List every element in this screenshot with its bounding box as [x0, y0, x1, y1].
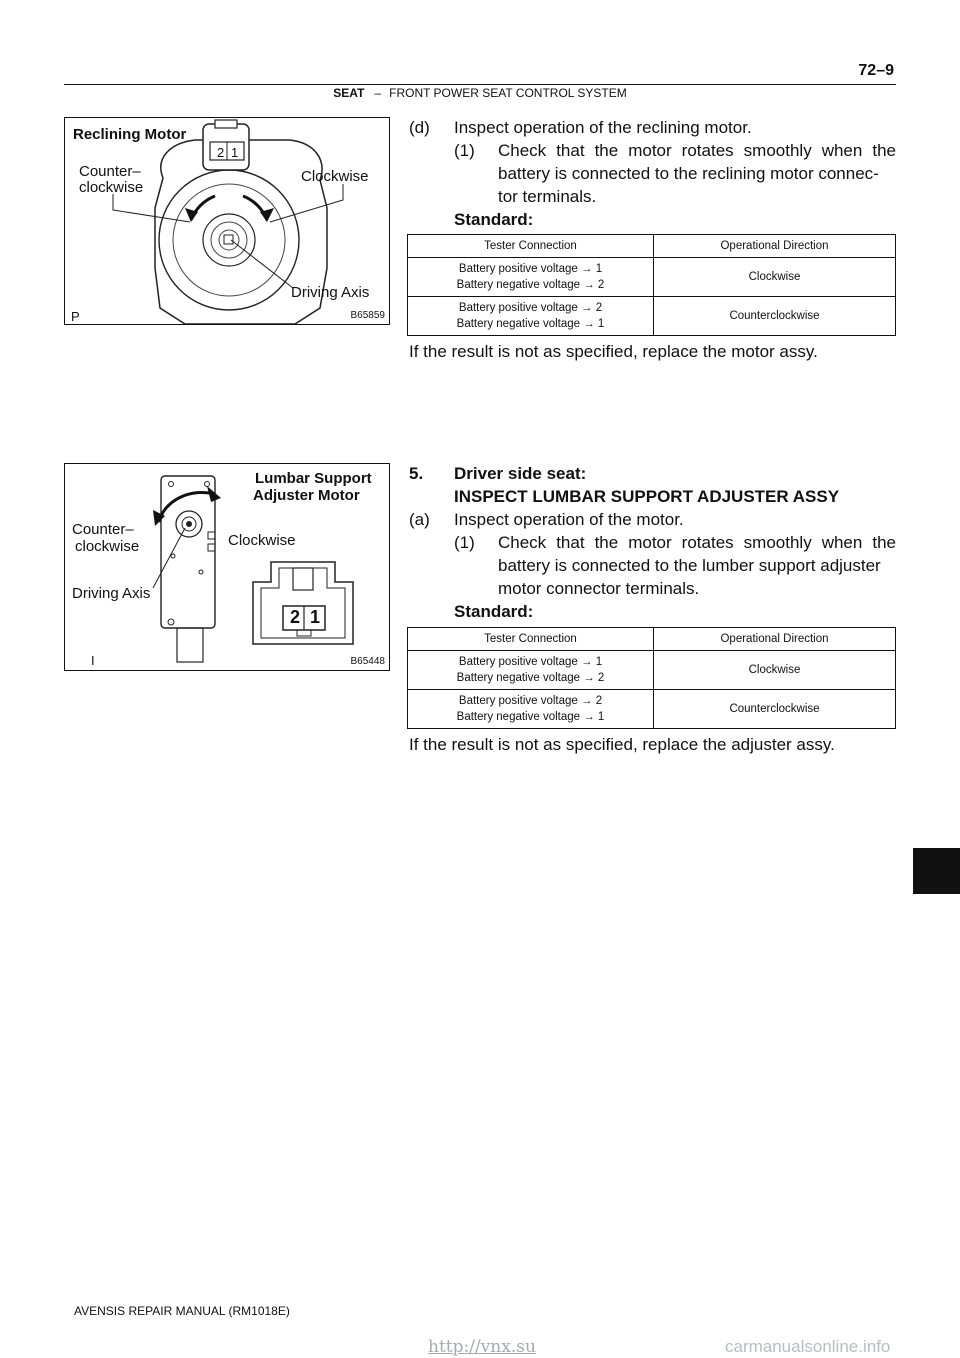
section-name: SEAT — [333, 86, 365, 100]
step-5-marker: 5. — [409, 464, 424, 483]
tester-connection-cell — [408, 258, 654, 297]
label-counter: Counter– — [72, 521, 134, 538]
figure-corner-mark: P — [71, 309, 80, 324]
watermark-site: carmanualsonline.info — [725, 1337, 891, 1356]
step-5-standard: Standard: — [454, 602, 534, 621]
section-dash: – — [374, 86, 382, 100]
step-d-sub-marker: (1) — [454, 141, 475, 160]
step-d-result: If the result is not as specified, replace the motor assy. — [409, 342, 818, 361]
header-operational-direction: Operational Direction — [654, 628, 896, 651]
reclining-motor-figure — [64, 117, 390, 325]
header-tester-connection: Tester Connection — [408, 628, 654, 651]
step-5a-sub-line3: motor connector terminals. — [498, 579, 700, 598]
label-clockwise-ccw: clockwise — [79, 179, 144, 196]
step-5a-sub-line1: Check that the motor rotates smoothly when the — [498, 533, 896, 552]
direction-cell: Counterclockwise — [654, 297, 896, 336]
tester-connection-cell — [408, 297, 654, 336]
header-rule — [64, 84, 896, 85]
step-d-standard: Standard: — [454, 210, 534, 229]
table-row — [408, 258, 896, 297]
figure-title-line1: Lumbar Support — [255, 470, 372, 487]
label-counter: Counter– — [79, 163, 141, 180]
tester-connection-cell — [408, 651, 654, 690]
step-d-sub-line3: tor terminals. — [498, 187, 597, 206]
connection-line2: Battery negative voltage → 1 — [456, 711, 605, 723]
label-driving-axis: Driving Axis — [291, 284, 370, 301]
connector-pin-2: 2 — [217, 145, 225, 160]
figure-code: B65859 — [350, 310, 385, 321]
subsection-name: FRONT POWER SEAT CONTROL SYSTEM — [389, 86, 627, 100]
section-tab-marker — [913, 848, 960, 894]
direction-cell: Counterclockwise — [654, 690, 896, 729]
connection-line2: Battery negative voltage → 2 — [456, 279, 605, 291]
label-driving-axis: Driving Axis — [72, 585, 151, 602]
step-5a-sub-marker: (1) — [454, 533, 475, 552]
step-5a-sub-line2: battery is connected to the lumber support adjuster — [498, 556, 881, 575]
lumbar-motor-spec-table — [407, 627, 896, 729]
step-5-line1: Driver side seat: — [454, 464, 587, 483]
step-5a-marker: (a) — [409, 510, 430, 529]
header-tester-connection: Tester Connection — [408, 235, 654, 258]
step-d-text: Inspect operation of the reclining motor. — [454, 118, 752, 137]
connection-line1: Battery positive voltage → 1 — [458, 263, 603, 275]
connection-line2: Battery negative voltage → 1 — [456, 318, 605, 330]
connector-pin-1: 1 — [310, 607, 321, 627]
label-clockwise: Clockwise — [301, 168, 369, 185]
figure-corner-mark: I — [91, 653, 95, 668]
table-row — [408, 651, 896, 690]
connection-line1: Battery positive voltage → 1 — [458, 656, 603, 668]
step-5a-text: Inspect operation of the motor. — [454, 510, 684, 529]
watermark-link[interactable]: http://vnx.su — [428, 1337, 536, 1357]
step-d-marker: (d) — [409, 118, 430, 137]
figure-title-line2: Adjuster Motor — [253, 487, 360, 504]
step-5-line2: INSPECT LUMBAR SUPPORT ADJUSTER ASSY — [454, 487, 840, 506]
step-d-sub-line2: battery is connected to the reclining motor connec- — [498, 164, 879, 183]
page-number: 72–9 — [858, 62, 894, 79]
footer-manual-id: AVENSIS REPAIR MANUAL (RM1018E) — [74, 1304, 290, 1318]
label-clockwise: Clockwise — [228, 532, 296, 549]
direction-cell: Clockwise — [654, 258, 896, 297]
table-row — [408, 690, 896, 729]
label-clockwise-ccw: clockwise — [75, 538, 140, 555]
table-row — [408, 297, 896, 336]
connection-line1: Battery positive voltage → 2 — [458, 695, 603, 707]
reclining-motor-spec-table — [407, 234, 896, 336]
direction-cell: Clockwise — [654, 651, 896, 690]
step-5-result: If the result is not as specified, replace the adjuster assy. — [409, 735, 835, 754]
connector-pin-1: 1 — [231, 145, 239, 160]
tester-connection-cell — [408, 690, 654, 729]
table-header-row — [408, 235, 896, 258]
connection-line2: Battery negative voltage → 2 — [456, 672, 605, 684]
step-d-sub-line1: Check that the motor rotates smoothly when the — [498, 141, 896, 160]
figure-title: Reclining Motor — [73, 126, 187, 143]
connector-pin-2: 2 — [290, 607, 301, 627]
section-header — [0, 86, 960, 100]
connection-line1: Battery positive voltage → 2 — [458, 302, 603, 314]
figure-code: B65448 — [350, 656, 385, 667]
header-operational-direction: Operational Direction — [654, 235, 896, 258]
table-header-row — [408, 628, 896, 651]
lumbar-motor-figure — [64, 463, 390, 671]
